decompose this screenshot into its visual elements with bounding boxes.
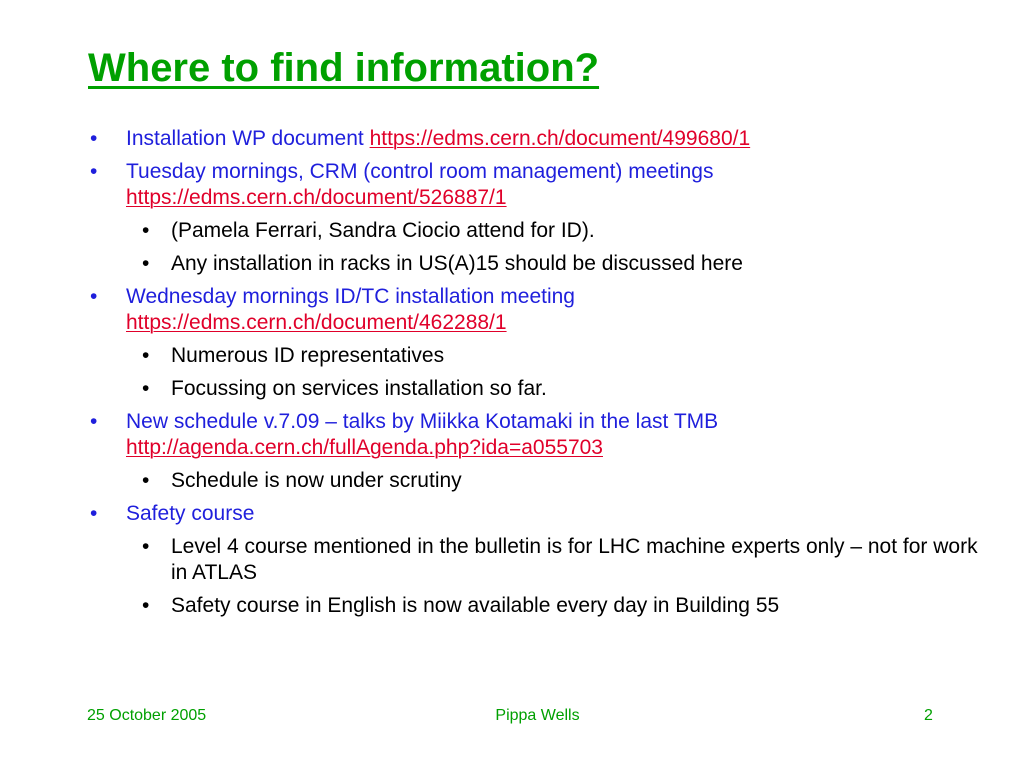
sub-bullet-glyph: • [142,469,150,492]
bullet-safety-course [90,501,990,527]
bullet-text: Installation WP document [126,127,370,150]
sub-bullet-glyph: • [142,377,150,400]
bullet-idtc-meeting [90,284,990,336]
sub-bullet [90,218,990,244]
sub-bullet-glyph: • [142,344,150,367]
bullet-installation-wp [90,126,990,152]
sub-bullet-glyph: • [142,594,150,617]
slide-title: Where to find information? [88,46,600,90]
bullet-glyph: • [90,160,98,183]
sub-bullet [90,468,990,494]
sub-bullet-text: Schedule is now under scrutiny [171,469,462,492]
sub-bullet-glyph: • [142,535,150,558]
schedule-agenda-link[interactable]: http://agenda.cern.ch/fullAgenda.php?ida=a055703 [126,436,603,459]
sub-bullet-text: Safety course in English is now available every day in Building 55 [171,594,780,617]
crm-meetings-link[interactable]: https://edms.cern.ch/document/526887/1 [126,186,507,209]
sub-bullet [90,251,990,277]
footer-author: Pippa Wells [495,707,580,724]
sub-bullet-text: (Pamela Ferrari, Sandra Ciocio attend for ID). [171,219,595,242]
sub-bullet [90,593,990,619]
bullet-glyph: • [90,410,98,433]
sub-bullet [90,376,990,402]
footer-page-number: 2 [924,707,933,724]
sub-bullet [90,343,990,369]
sub-bullet-text: Any installation in racks in US(A)15 should be discussed here [171,252,743,275]
bullet-new-schedule [90,409,990,461]
sub-bullet-text: Focussing on services installation so far. [171,377,547,400]
bullet-glyph: • [90,502,98,525]
sub-bullet-glyph: • [142,252,150,275]
sub-bullet-glyph: • [142,219,150,242]
bullet-glyph: • [90,285,98,308]
footer-date: 25 October 2005 [87,707,207,724]
sub-bullet [90,534,990,586]
installation-wp-link[interactable]: https://edms.cern.ch/document/499680/1 [369,127,751,150]
bullet-text: New schedule v.7.09 – talks by Miikka Kotamaki in the last TMB [126,410,719,433]
bullet-list [90,126,990,626]
sub-bullet-text: Numerous ID representatives [171,344,445,367]
bullet-glyph: • [90,127,98,150]
bullet-text: Tuesday mornings, CRM (control room management) meetings [126,160,714,183]
bullet-crm-meetings [90,159,990,211]
bullet-text: Safety course [126,502,255,525]
sub-bullet-text: Level 4 course mentioned in the bulletin is for LHC machine experts only – not for work in ATLAS [171,535,978,584]
bullet-text: Wednesday mornings ID/TC installation meeting [126,285,575,308]
idtc-meeting-link[interactable]: https://edms.cern.ch/document/462288/1 [126,311,507,334]
